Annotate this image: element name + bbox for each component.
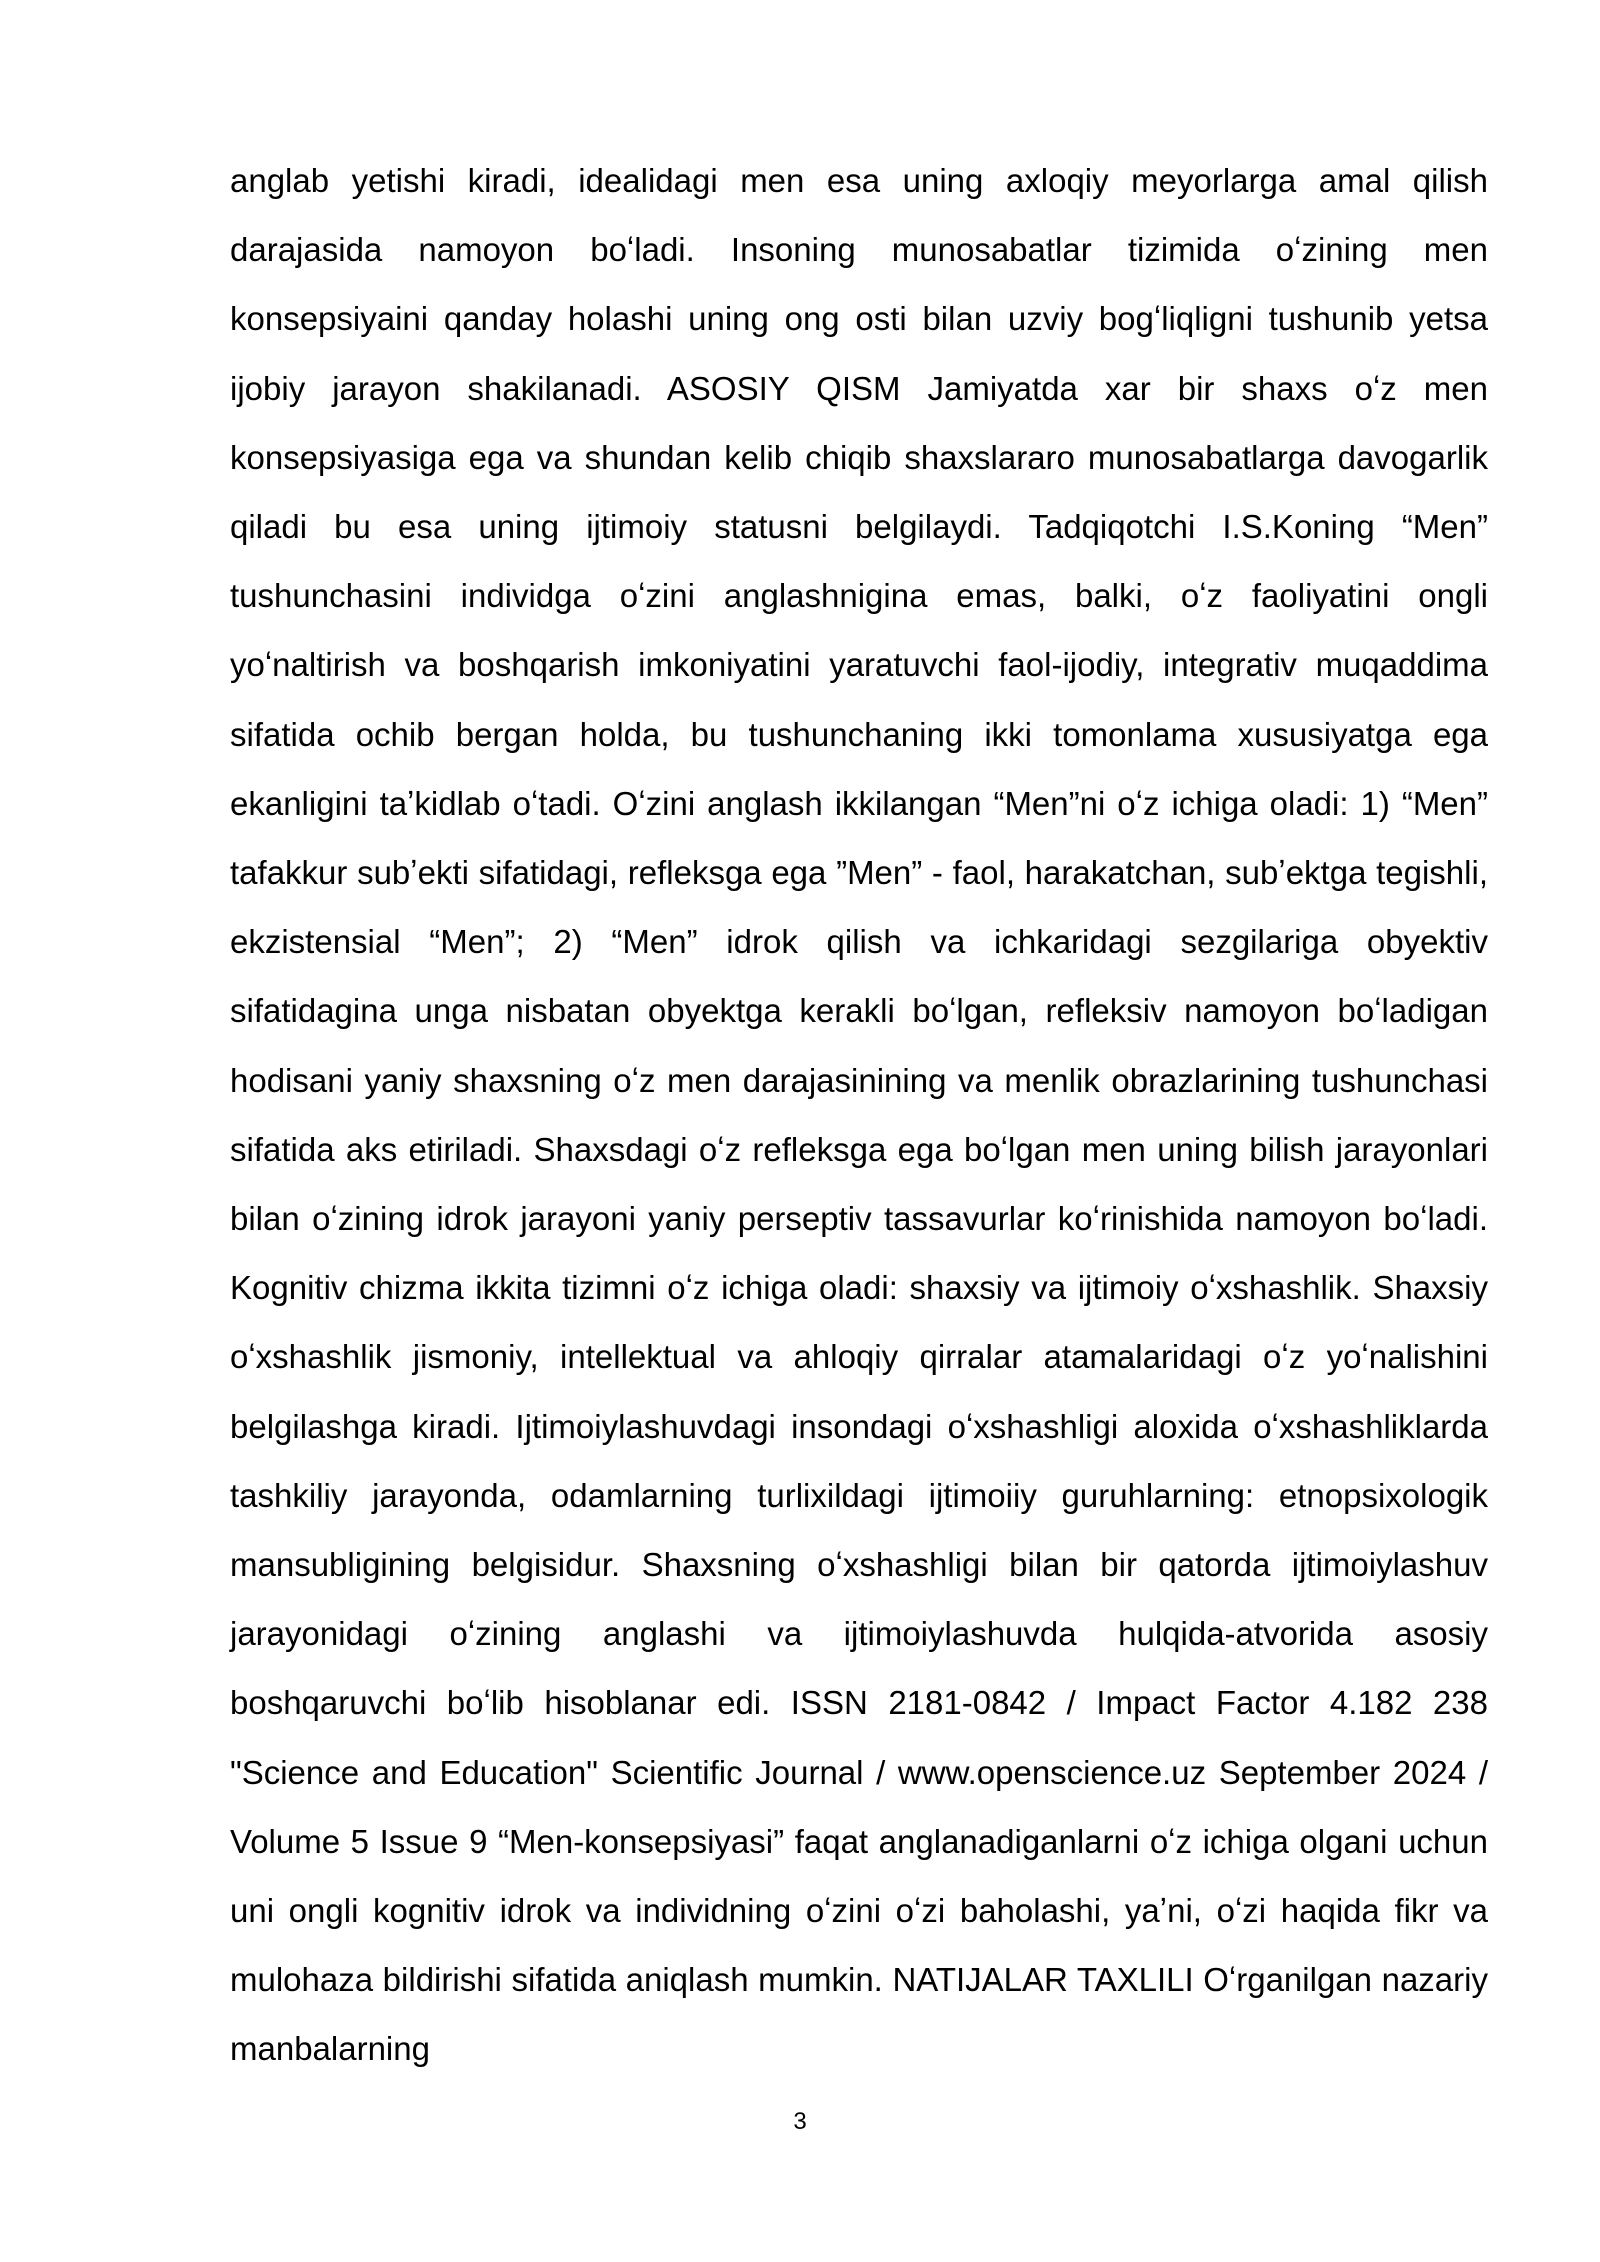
page-number: 3 — [793, 2108, 807, 2135]
body-paragraph: anglab yetishi kiradi, idealidagi men esa uning axloqiy meyorlarga amal qilish darajasida namoyon boʻladi. Insoning munosabatlar tizimida oʻzining men konsepsiyaini qanday holashi uning ong osti bilan uzviy bogʻliqligni tushunib yetsa ijobiy jarayon shakilanadi. ASOSIY QISM Jamiyatda xar bir shaxs oʻz men konsepsiyasiga ega va shundan kelib chiqib shaxslararo munosabatlarga davogarlik qiladi bu esa uning ijtimoiy statusni belgilaydi. Tadqiqotchi I.S.Koning “Men” tushunchasini individga oʻzini anglashnigina emas, balki, oʻz faoliyatini ongli yoʻnaltirish va boshqarish imkoniyatini yaratuvchi faol-ijodiy, integrativ muqaddima sifatida ochib bergan holda, bu tushunchaning ikki tomonlama xususiyatga ega ekanligini taʼkidlab oʻtadi. Oʻzini anglash ikkilangan “Men”ni oʻz ichiga oladi: 1) “Men” tafakkur subʼekti sifatidagi, refleksga ega ”Men” - faol, harakatchan, subʼektga tegishli, ekzistensial “Men”; 2) “Men” idrok qilish va ichkaridagi sezgilariga obyektiv sifatidagina unga nisbatan obyektga kerakli boʻlgan, refleksiv namoyon boʻladigan hodisani yaniy shaxsning oʻz men darajasinining va menlik obrazlarining tushunchasi sifatida aks etiriladi. Shaxsdagi oʻz refleksga ega boʻlgan men uning bilish jarayonlari bilan oʻzining idrok jarayoni yaniy perseptiv tassavurlar koʻrinishida namoyon boʻladi. Kognitiv chizma ikkita tizimni oʻz ichiga oladi: shaxsiy va ijtimoiy oʻxshashlik. Shaxsiy oʻxshashlik jismoniy, intellektual va ahloqiy qirralar atamalaridagi oʻz yoʻnalishini belgilashga kiradi. Ijtimoiylashuvdagi insondagi oʻxshashligi aloxida oʻxshashliklarda tashkiliy jarayonda, odamlarning turlixildagi ijtimoiiy guruhlarning: etnopsixologik mansubligining belgisidur. Shaxsning oʻxshashligi bilan bir qatorda ijtimoiylashuv jarayonidagi oʻzining anglashi va ijtimoiylashuvda hulqida-atvorida asosiy boshqaruvchi boʻlib hisoblanar edi. ISSN 2181-0842 / Impact Factor 4.182 238 "Science and Education" Scientific Journal / www.openscience.uz September 2024 / Volume 5 Issue 9 “Men-konsepsiyasi” faqat anglanadiganlarni oʻz ichiga olgani uchun uni ongli kognitiv idrok va individning oʻzini oʻzi baholashi, yaʼni, oʻzi haqida fikr va mulohaza bildirishi sifatida aniqlash mumkin. NATIJALAR TAXLILI Oʻrganilgan nazariy manbalarning — [230, 162, 1488, 2068]
